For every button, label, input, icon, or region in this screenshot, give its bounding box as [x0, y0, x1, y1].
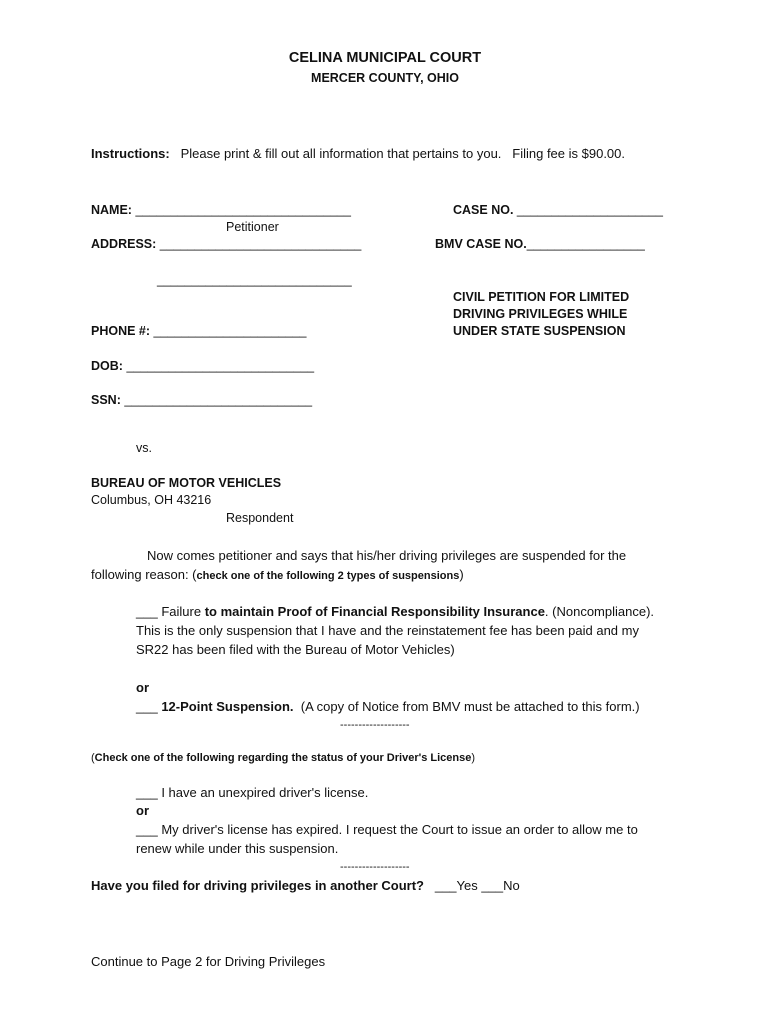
- option2-checkbox-blank[interactable]: ___: [136, 699, 158, 714]
- license-opt1-blank[interactable]: ___: [136, 785, 158, 800]
- no-blank[interactable]: ___: [481, 878, 504, 893]
- option2-text: (A copy of Notice from BMV must be attached to this form.): [300, 699, 640, 714]
- petition-title-3: UNDER STATE SUSPENSION: [453, 324, 626, 338]
- dob-label: DOB:: [91, 359, 123, 373]
- separator-2: -------------------: [340, 861, 410, 873]
- ssn-line[interactable]: ___________________________: [124, 393, 313, 407]
- license-expired-option[interactable]: [136, 821, 638, 839]
- other-court-question-row: [91, 877, 520, 895]
- license-status-suffix: ): [471, 752, 476, 764]
- option1-checkbox-blank[interactable]: ___: [136, 604, 158, 619]
- license-status-prefix: (: [91, 752, 95, 764]
- license-unexpired-option[interactable]: [136, 784, 368, 802]
- address-label: ADDRESS:: [91, 237, 157, 251]
- license-opt2-blank[interactable]: ___: [136, 822, 158, 837]
- instructions: [91, 146, 625, 161]
- license-or-word: or: [136, 803, 149, 818]
- address-line-2[interactable]: ____________________________: [157, 273, 352, 287]
- license-status-instruction: [91, 751, 475, 766]
- option1-bold: to maintain Proof of Financial Responsibility Insurance: [204, 604, 545, 619]
- petition-title-2: DRIVING PRIVILEGES WHILE: [453, 307, 628, 321]
- bmv-case-field[interactable]: [435, 237, 645, 252]
- name-label: NAME:: [91, 203, 132, 217]
- address-line[interactable]: _____________________________: [159, 237, 362, 251]
- option1-prefix: Failure: [161, 604, 202, 619]
- respondent-role: Respondent: [226, 511, 294, 525]
- bmv-case-label: BMV CASE NO.: [435, 237, 527, 251]
- option1-suffix: . (Noncompliance).: [544, 604, 655, 619]
- instructions-label: Instructions:: [91, 146, 170, 161]
- or-word: or: [136, 680, 149, 695]
- respondent-name: BUREAU OF MOTOR VEHICLES: [91, 476, 282, 490]
- dob-field[interactable]: [91, 359, 314, 374]
- license-opt1-text: I have an unexpired driver's license.: [161, 785, 369, 800]
- footer-continue: Continue to Page 2 for Driving Privileges: [91, 954, 326, 969]
- address-field[interactable]: [91, 237, 361, 252]
- reason-line-2: [91, 566, 464, 585]
- other-court-question: Have you filed for driving privileges in another Court?: [91, 878, 424, 893]
- name-field[interactable]: [91, 203, 351, 218]
- reason-line-1: Now comes petitioner and says that his/her driving privileges are suspended for the: [147, 548, 627, 563]
- phone-line[interactable]: ______________________: [153, 324, 307, 338]
- ssn-field[interactable]: [91, 393, 312, 408]
- dob-line[interactable]: ___________________________: [126, 359, 315, 373]
- versus: vs.: [136, 441, 152, 455]
- petition-title-1: CIVIL PETITION FOR LIMITED: [453, 290, 630, 304]
- reason-suffix: ): [459, 567, 464, 582]
- court-title: CELINA MUNICIPAL COURT: [288, 50, 482, 66]
- petitioner-role: Petitioner: [226, 220, 279, 234]
- phone-field[interactable]: [91, 324, 306, 339]
- license-opt2-line1: My driver's license has expired. I request the Court to issue an order to allow me to: [161, 822, 638, 837]
- ssn-label: SSN:: [91, 393, 121, 407]
- bmv-case-line[interactable]: _________________: [526, 237, 645, 251]
- name-line[interactable]: _______________________________: [135, 203, 351, 217]
- yes-blank[interactable]: ___: [434, 878, 457, 893]
- case-no-field[interactable]: [453, 203, 663, 218]
- license-opt2-line2: renew while under this suspension.: [136, 841, 339, 856]
- county-title: MERCER COUNTY, OHIO: [311, 71, 459, 85]
- option1-line-2: This is the only suspension that I have and the reinstatement fee has been paid and my: [136, 623, 639, 638]
- case-no-label: CASE NO.: [453, 203, 514, 217]
- no-label: No: [503, 878, 520, 893]
- option2-bold: 12-Point Suspension.: [161, 699, 294, 714]
- option-12-point[interactable]: [136, 698, 640, 716]
- filing-fee: Filing fee is $90.00.: [512, 146, 625, 161]
- separator-1: -------------------: [340, 719, 410, 731]
- reason-prefix: following reason: (: [91, 567, 197, 582]
- case-no-line[interactable]: _____________________: [516, 203, 663, 217]
- phone-label: PHONE #:: [91, 324, 151, 338]
- reason-instruction: check one of the following 2 types of suspensions: [196, 570, 460, 582]
- license-status-bold: Check one of the following regarding the status of your Driver's License: [94, 752, 472, 764]
- instructions-text: Please print & fill out all information that pertains to you.: [180, 146, 502, 161]
- respondent-address: Columbus, OH 43216: [91, 493, 212, 507]
- yes-label: Yes: [456, 878, 478, 893]
- option1-line-3: SR22 has been filed with the Bureau of Motor Vehicles): [136, 642, 455, 657]
- option-financial-responsibility[interactable]: [136, 603, 654, 621]
